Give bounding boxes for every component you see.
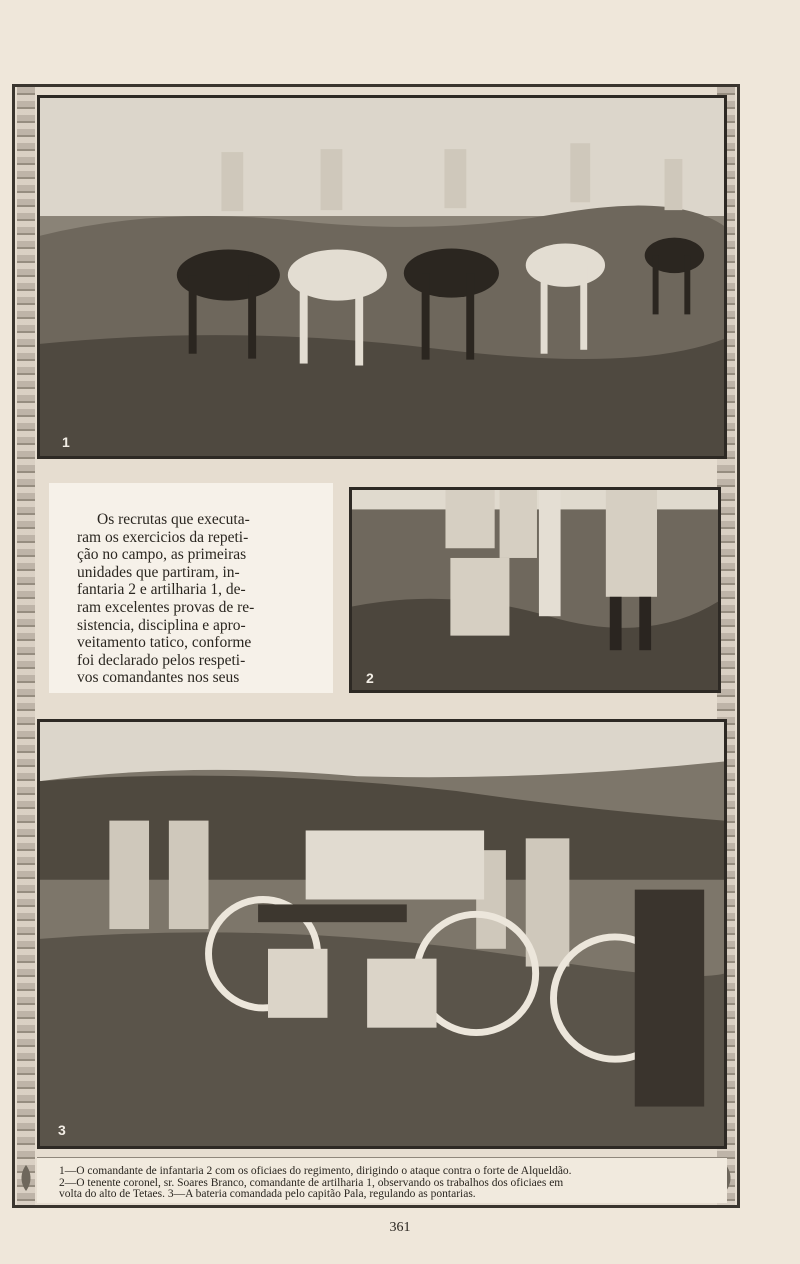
caption-line: 2—O tenente coronel, sr. Soares Branco, comandante de artilharia 1, observando os trabalhos dos oficiaes em <box>59 1177 564 1189</box>
article-line: ram os exercicios da repeti- <box>77 528 249 546</box>
photo-captions <box>37 1157 727 1203</box>
page-number: 361 <box>389 1220 411 1235</box>
article-line: ção no campo, as primeiras <box>77 546 247 564</box>
article-line: sistencia, disciplina e apro- <box>77 616 246 634</box>
article-text-box <box>49 483 333 693</box>
caption-line: 1—O comandante de infantaria 2 com os oficiaes do regimento, dirigindo o ataque contra o forte de Alqueldão. <box>59 1166 572 1177</box>
article-line: unidades que partiram, in- <box>77 563 240 581</box>
caption-line: volta do alto de Tetaes. 3—A bateria comandada pelo capitão Pala, regulando as pontarias. <box>59 1189 476 1200</box>
photo-1-image <box>40 98 724 456</box>
photo-3-number: 3 <box>58 1122 66 1138</box>
article-line: fantaria 2 e artilharia 1, de- <box>77 581 246 599</box>
photo-1-number: 1 <box>62 434 70 450</box>
photo-officers-at-post <box>349 487 721 693</box>
article-line: vos comandantes nos seus <box>77 669 240 687</box>
article-line: veitamento tatico, conforme <box>77 634 252 652</box>
article-line: Os recrutas que executa- <box>97 511 250 528</box>
photo-artillery-battery <box>37 719 727 1149</box>
leaf-ornament-icon <box>18 1163 34 1193</box>
photo-2-number: 2 <box>366 670 374 686</box>
page-frame <box>12 84 740 1208</box>
decorative-border-left <box>17 87 35 1205</box>
photo-2-image <box>352 490 718 690</box>
article-line: ram excelentes provas de re- <box>77 598 255 616</box>
article-line: foi declarado pelos respeti- <box>77 651 246 669</box>
photo-mounted-officers <box>37 95 727 459</box>
photo-3-image <box>40 722 724 1146</box>
